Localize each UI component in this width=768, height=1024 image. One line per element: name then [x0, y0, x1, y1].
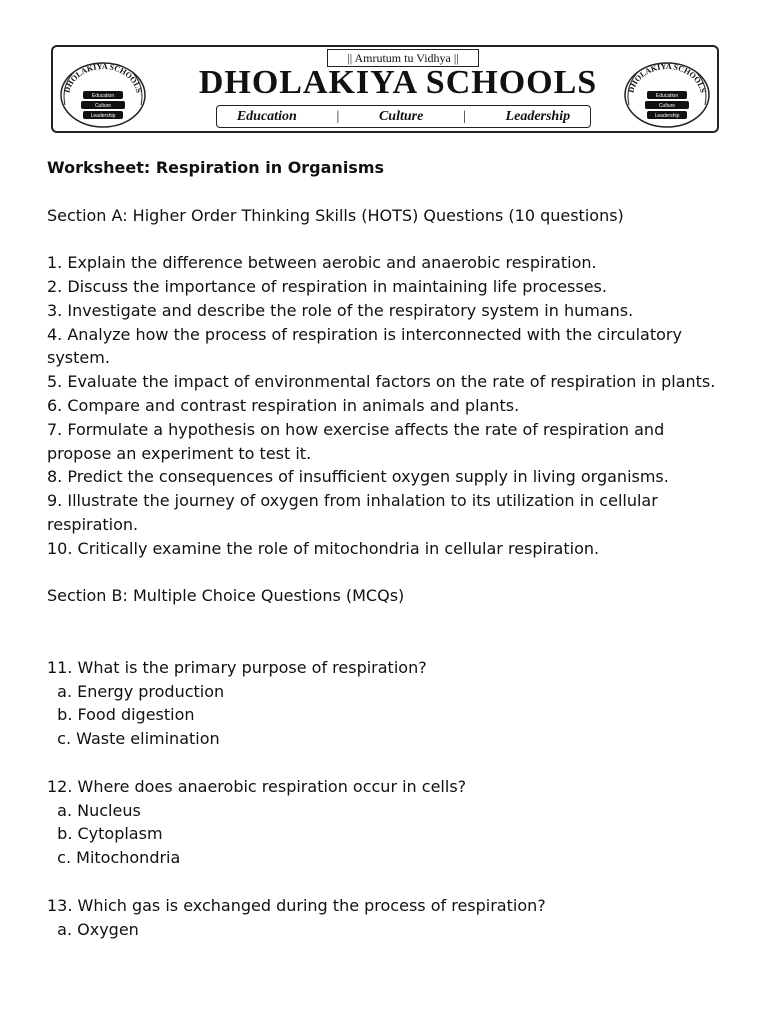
svg-text:Leadership: Leadership: [90, 113, 116, 119]
blank-line: [47, 561, 727, 585]
hots-question-5: 5. Evaluate the impact of environmental factors on the rate of respiration in plants.: [47, 372, 716, 392]
mcq-option: b. Food digestion: [47, 705, 195, 725]
school-header: [51, 45, 719, 133]
hots-question-9: 9. Illustrate the journey of oxygen from inhalation to its utilization in cellular respiration.: [47, 491, 663, 534]
school-name: DHOLAKIYA SCHOOLS: [198, 64, 598, 101]
mcq-option: a. Oxygen: [47, 919, 139, 939]
mcq-question-11: 11. What is the primary purpose of respiration?: [47, 657, 427, 677]
tagline-separator: |: [463, 108, 466, 124]
svg-text:Education: Education: [91, 93, 115, 99]
school-taglines: [216, 105, 591, 128]
hots-question-7: 7. Formulate a hypothesis on how exercise affects the rate of respiration and propose an experiment to test it.: [47, 419, 670, 463]
blank-line: [47, 227, 727, 251]
section-a-heading: Section A: Higher Order Thinking Skills (HOTS) Questions (10 questions): [47, 205, 624, 225]
mcq-option: c. Waste elimination: [47, 729, 220, 749]
worksheet-title: Worksheet: Respiration in Organisms: [47, 158, 385, 177]
mcq-question-13: 13. Which gas is exchanged during the process of respiration?: [47, 895, 546, 915]
tagline-culture: Culture: [378, 108, 424, 124]
mcq-option: a. Nucleus: [47, 800, 141, 820]
svg-text:Education: Education: [655, 93, 679, 99]
tagline-leadership: Leadership: [505, 108, 571, 124]
hots-question-10: 10. Critically examine the role of mitochondria in cellular respiration.: [47, 538, 600, 558]
section-b-heading: Section B: Multiple Choice Questions (MCQs): [47, 586, 405, 606]
blank-line: [47, 632, 727, 656]
school-emblem-icon: [55, 57, 151, 129]
school-motto: || Amrutum tu Vidhya ||: [327, 49, 479, 67]
svg-text:DHOLAKIYA SCHOOLS: DHOLAKIYA SCHOOLS: [626, 61, 708, 94]
blank-line: [47, 870, 727, 894]
blank-line: [47, 608, 727, 632]
mcq-option: a. Energy production: [47, 681, 225, 701]
blank-line: [47, 180, 727, 204]
tagline-education: Education: [236, 108, 297, 124]
hots-question-6: 6. Compare and contrast respiration in animals and plants.: [47, 395, 520, 415]
hots-question-8: 8. Predict the consequences of insufficient oxygen supply in living organisms.: [47, 467, 669, 487]
mcq-option: b. Cytoplasm: [47, 824, 163, 844]
mcq-question-12: 12. Where does anaerobic respiration occur in cells?: [47, 776, 467, 796]
worksheet-body: [47, 156, 727, 941]
mcq-option: c. Mitochondria: [47, 848, 181, 868]
blank-line: [47, 751, 727, 775]
hots-question-2: 2. Discuss the importance of respiration in maintaining life processes.: [47, 276, 607, 296]
svg-text:Culture: Culture: [658, 103, 676, 109]
tagline-separator: |: [336, 108, 340, 124]
svg-text:Leadership: Leadership: [654, 113, 680, 119]
hots-question-3: 3. Investigate and describe the role of the respiratory system in humans.: [47, 300, 634, 320]
svg-text:Culture: Culture: [94, 103, 112, 109]
hots-question-1: 1. Explain the difference between aerobic and anaerobic respiration.: [47, 253, 597, 273]
hots-question-4: 4. Analyze how the process of respiration is interconnected with the circulatory system.: [47, 324, 688, 368]
svg-text:DHOLAKIYA SCHOOLS: DHOLAKIYA SCHOOLS: [62, 61, 144, 94]
school-emblem-icon: [619, 57, 715, 129]
